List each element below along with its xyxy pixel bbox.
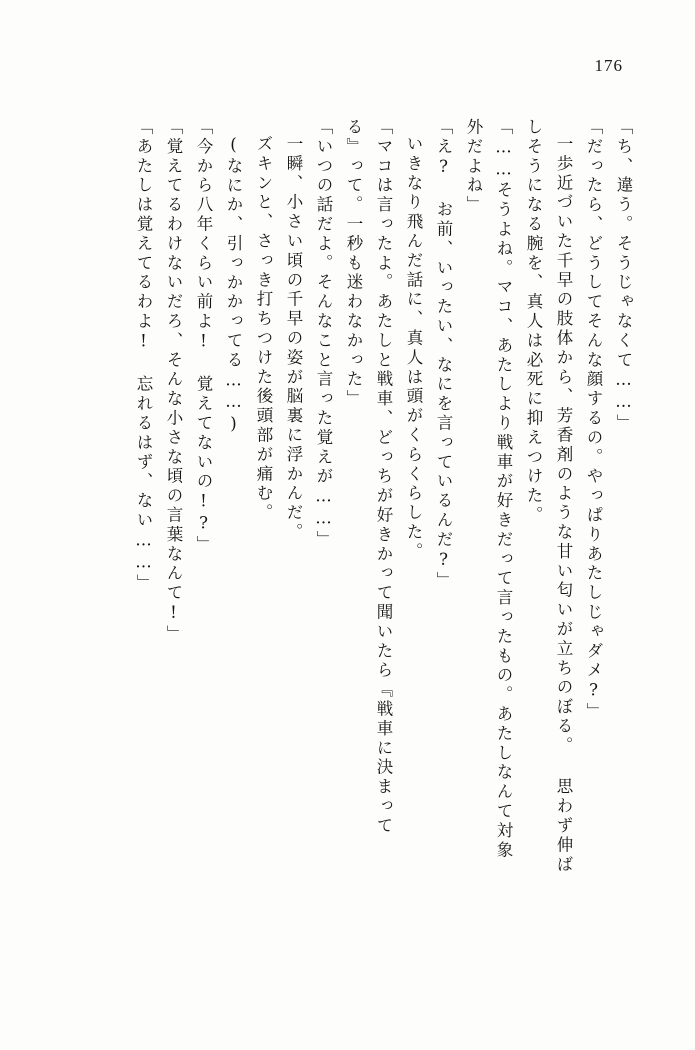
text-line: 「ち、違う。そうじゃなくて……」 [614, 118, 633, 434]
text-line: 一歩近づいた千早の肢体から、芳香剤のような甘い匂いが立ちのぼる。 思わず伸ば [554, 135, 573, 875]
text-line: 「マコは言ったよ。あたしと戦車、どっちが好きかって聞いたら『戦車に決まって [374, 118, 393, 836]
text-line: 「あたしは覚えてるわよ! 忘れるはず、ない……」 [134, 118, 153, 594]
text-line: 「今から八年くらい前よ! 覚えてないの!?」 [194, 118, 213, 555]
text-line: 「覚えてるわけないだろ、そんな小さな頃の言葉なんて!」 [164, 118, 183, 645]
text-line: しそうになる腕を、真人は必死に抑えつけた。 [524, 118, 543, 526]
text-line: 外だよね」 [464, 118, 483, 215]
text-line: (なにか、引っかかってる……) [224, 135, 243, 436]
page-number: 176 [594, 56, 623, 75]
vertical-text-body [58, 118, 631, 948]
text-line: 「だったら、どうしてそんな顔するの。やっぱりあたしじゃダメ?」 [584, 118, 603, 722]
text-line: ズキンと、さっき打ちつけた後頭部が痛む。 [254, 135, 273, 523]
text-line: いきなり飛んだ話に、真人は頭がくらくらした。 [404, 135, 423, 562]
text-line: 「いつの話だよ。そんなこと言った覚えが……」 [314, 118, 333, 550]
text-line: 「え? お前、いったい、なにを言っているんだ?」 [434, 118, 453, 592]
text-line: 「……そうよね。マコ、あたしより戦車が好きだって言ったもの。あたしなんて対象 [494, 118, 513, 861]
text-line: る』って。一秒も迷わなかった」 [344, 118, 363, 409]
text-line: 一瞬、小さい頃の千早の姿が脳裏に浮かんだ。 [284, 135, 303, 543]
